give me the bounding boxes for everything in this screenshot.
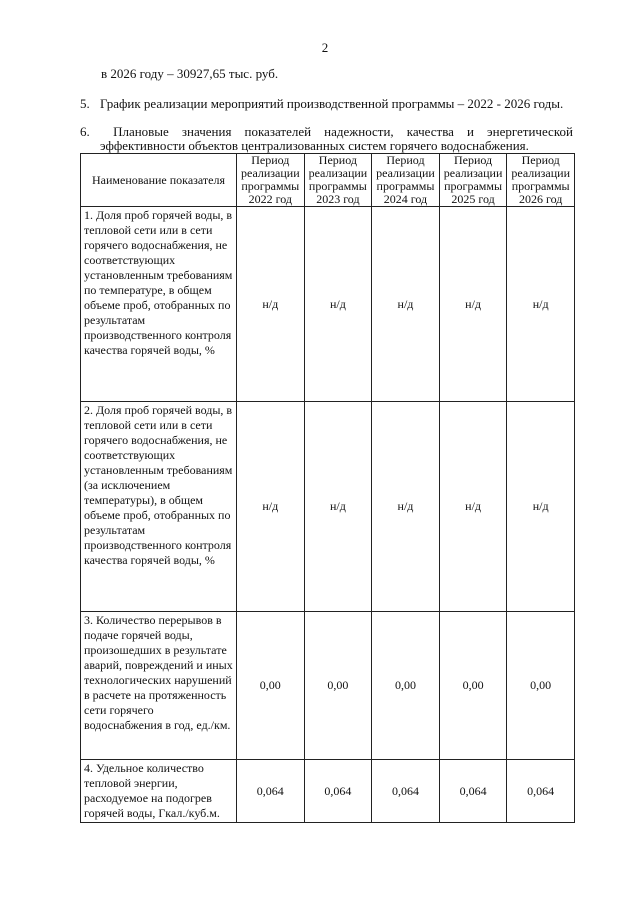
table-row (81, 207, 575, 402)
indicator-value: н/д (507, 207, 575, 402)
indicator-name: 2. Доля проб горячей воды, в тепловой сети или в сети горячего водоснабжения, не соответствующих установленным требованиям (за исключением температуры), в общем объеме проб, отобранных по результатам производственного контроля качества горячей воды, % (81, 402, 237, 612)
indicator-name: 1. Доля проб горячей воды, в тепловой сети или в сети горячего водоснабжения, не соответствующих установленным требованиям по температуре, в общем объеме проб, отобранных по результатам производственного контроля качества горячей воды, % (81, 207, 237, 402)
indicator-value: н/д (304, 207, 372, 402)
section-6-word: энергетической (487, 124, 573, 139)
section-5-text: График реализации мероприятий производственной программы – 2022 - 2026 годы. (100, 96, 564, 111)
section-6 (80, 125, 573, 153)
section-6-word: надежности, (324, 124, 394, 139)
indicator-value: н/д (372, 402, 440, 612)
table-row (81, 760, 575, 823)
section-6-number: 6. (80, 124, 90, 139)
table-header-row (81, 154, 575, 207)
indicator-value: н/д (439, 207, 507, 402)
section-5-number: 5. (80, 96, 90, 111)
column-header-2023: Период реализации программы 2023 год (304, 154, 372, 207)
indicator-value: н/д (237, 402, 305, 612)
indicator-value: 0,064 (304, 760, 372, 823)
page-number: 2 (321, 40, 329, 55)
column-header-2025: Период реализации программы 2025 год (439, 154, 507, 207)
section-6-line-1 (80, 125, 573, 139)
indicator-value: 0,00 (237, 612, 305, 760)
indicator-name: 4. Удельное количество тепловой энергии, расходуемое на подогрев горячей воды, Гкал./куб.м. (81, 760, 237, 823)
section-6-line-2: эффективности объектов централизованных систем горячего водоснабжения. (100, 138, 529, 153)
section-6-word: значения (181, 124, 232, 139)
indicator-value: н/д (304, 402, 372, 612)
indicator-value: 0,00 (372, 612, 440, 760)
section-6-word: и (467, 124, 474, 139)
section-6-word: качества (406, 124, 454, 139)
indicators-table (80, 153, 575, 823)
indicator-value: 0,064 (507, 760, 575, 823)
section-6-word: Плановые (113, 124, 169, 139)
table-row (81, 612, 575, 760)
section-5 (80, 96, 563, 112)
column-header-2026: Период реализации программы 2026 год (507, 154, 575, 207)
indicator-value: 0,064 (237, 760, 305, 823)
column-header-2024: Период реализации программы 2024 год (372, 154, 440, 207)
indicator-value: н/д (439, 402, 507, 612)
column-header-name: Наименование показателя (81, 154, 237, 207)
table-row (81, 402, 575, 612)
indicator-value: н/д (507, 402, 575, 612)
indicator-value: 0,00 (304, 612, 372, 760)
section-6-word: показателей (244, 124, 312, 139)
indicator-value: 0,00 (439, 612, 507, 760)
indicator-value: 0,064 (372, 760, 440, 823)
indicator-value: н/д (237, 207, 305, 402)
indicator-value: н/д (372, 207, 440, 402)
indicator-value: 0,064 (439, 760, 507, 823)
indicator-name: 3. Количество перерывов в подаче горячей воды, произошедших в результате аварий, повреждений и иных технологических нарушений в расчете на протяженность сети горячего водоснабжения в год, ед./км. (81, 612, 237, 760)
budget-2026-line: в 2026 году – 30927,65 тыс. руб. (101, 66, 279, 81)
column-header-2022: Период реализации программы 2022 год (237, 154, 305, 207)
indicator-value: 0,00 (507, 612, 575, 760)
